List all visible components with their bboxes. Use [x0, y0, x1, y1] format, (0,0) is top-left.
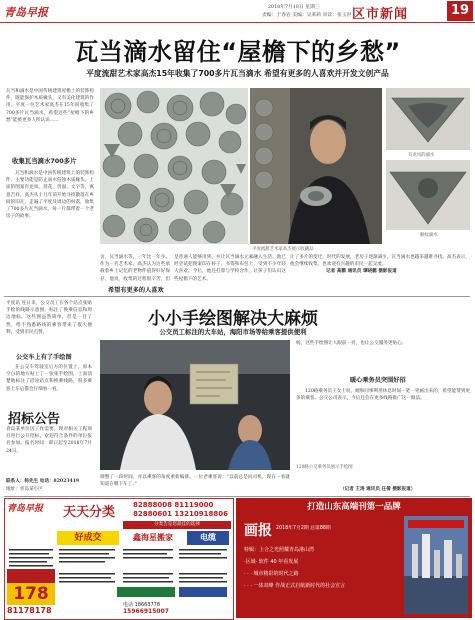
- bus-driver-photo: [100, 340, 290, 470]
- classified-logo: 青岛早报: [7, 504, 44, 514]
- magazine-cover: [404, 516, 468, 614]
- ad-divider: [4, 496, 470, 497]
- tender-body: 青岛某单位因工作需要，现对相关工程项目进行公开招标，欢迎符合条件的单位报名参加。报名时间：即日起至2018年7月24日。: [6, 427, 92, 454]
- classified-phone-ad-1: 电话 18663778: [123, 602, 161, 608]
- magazine-item-3: · · · 城市精彩的时代之路: [244, 571, 299, 577]
- collector-portrait-photo: [250, 88, 382, 244]
- page-number: 19: [447, 1, 473, 21]
- second-subhead: 公交员工标注的大车站，海阳市场等给乘客提供便利: [159, 328, 307, 336]
- staff-line: 责编：于春岩 美编：吴莱莉 审读：张玉洪: [262, 13, 352, 18]
- second-left-title: 公交车上有了手绘图: [16, 354, 72, 361]
- lead-subhead: 平度流甜艺术家高杰15年收集了700多片瓦当滴水 希望有更多的人喜欢并开发文创产品: [86, 69, 389, 78]
- caption-monkey-tile: 猴纹滴水: [420, 233, 438, 238]
- classified-big-number: 178: [7, 583, 55, 605]
- second-headline: 小小手绘图解决大麻烦: [148, 309, 318, 329]
- classified-phone-ad-2: 15966915007: [123, 608, 169, 615]
- tender-address: 地址：青岛某小区: [6, 487, 43, 492]
- tender-contact: 联系人：杨先生 电话：82023419: [6, 479, 80, 484]
- lead-credit: 记者 高鹏 通讯员 谭晓鹏 摄影报道: [326, 269, 397, 274]
- lead-section2-title: 希望有更多的人喜欢: [108, 287, 164, 294]
- section-name: 区市新闻: [352, 7, 409, 22]
- tender-title: 招标公告: [8, 412, 61, 427]
- classified-bottom-number: 81178178: [7, 606, 52, 615]
- magazine-item-1: 特辑：上合之光照耀青岛港山湾: [244, 547, 315, 553]
- lead-headline: 瓦当滴水留住“屋檐下的乡愁”: [74, 38, 401, 66]
- second-left-body: 平度讯 连日来，公交员工在各个站点张贴手绘的线路示意图，标注了换乘信息和周边地标。这些图虽然简单，但是一目了然，给不熟悉路线的乘客带来了很大便利，受到市民点赞。: [6, 301, 92, 335]
- magazine-item-4: · · · 一体双峰 作战正式启航新时代的社会宣言: [244, 583, 346, 589]
- magazine-banner: 打造山东高端刊第一品牌: [307, 502, 401, 512]
- magazine-date: 2018年7月2期 总第88期: [276, 526, 331, 531]
- lead-intro: 瓦当和滴水是中国传统建筑屋檐上的装饰构件，既能保护木质椽头，又有美化建筑的作用。平度一位艺术家高杰在15年间收集了700多片瓦当滴水，希望这些“屋檐下的乡愁”能被更多人所认识……: [6, 89, 94, 123]
- caption-dragon-tile: 有龙凤的滴水: [408, 153, 435, 158]
- magazine-item-2: ·区域· 软件 40 年看发展: [244, 559, 299, 565]
- second-left-body2: 在公交车驾驶室后方的位置上，原本空白的地方贴上了一张张手绘图，上面清楚地标注了沿途站点和换乘线路，很多乘客上车后都会仔细看一看。: [6, 365, 92, 392]
- lead-section1-title: 收集瓦当滴水700多片: [12, 157, 77, 165]
- lead-col3-body: 是普通人能够用到，并让瓦当滴水元素融入生活。他已经尝试把图案印在杯子、书签和布包上，受到不少年轻人喜欢。今后，他还打算与学校合作，让孩子们认识这些屋檐下的艺术。: [174, 255, 286, 282]
- second-right-title: 暖心乘务员突围好招: [350, 377, 406, 384]
- date-line: 2018年7月18日 星期三: [268, 5, 320, 10]
- lead-section1-body: 瓦当和滴水是中国传统建筑上的装饰构件，主要功能是防止雨水侵蚀木质椽头。上面的图案有龙凤、莲花、兽面、文字等，寓意吉祥。高杰从十几年前开始寻找散落在乡间的旧瓦，走遍了平度及周边的村落，收集了700多片瓦当滴水。每一片都带着一个老房子的故事。: [6, 171, 94, 220]
- second-mid-caption: 120路公交乘务员展示手绘图: [296, 465, 353, 470]
- classified-ad-block: [4, 498, 234, 620]
- second-mid-body: 调整了一段时间，并以乘客的角度重新编排。一位老乘客说：“以前总是问司机，现在一看就知道在哪下车了。”: [100, 475, 290, 488]
- dragon-phoenix-tile-photo: [386, 88, 470, 150]
- masthead: [0, 0, 475, 23]
- classified-title: 天天分类: [63, 505, 116, 520]
- classified-cat-1: 好成交: [57, 531, 119, 545]
- roof-tile-collage: [100, 88, 248, 244]
- second-credit: （记者 王涛 通讯员 任倩 摄影报道）: [340, 487, 416, 492]
- lead-col4-body: 让了多片的变迁，时代的发展，老房子逐渐减少，瓦当滴水也越来越难寻找。高杰表示，他会继续收集，也欢迎有兴趣的市民一起交流。: [290, 255, 470, 268]
- second-right-body: 杨，这些手绘图让人眼前一亮，也让公交服务更贴心。: [296, 341, 407, 346]
- lead-col2-body: 舍，瓦当滴水等，一年比一年少。作为一名艺术家，高杰认为这些承载着乡土记忆的老物件值得好好保存。他说，收集的过程很辛苦，但: [100, 255, 170, 282]
- classified-phone-2: 82880601 13210918806: [133, 510, 228, 518]
- classified-cat-3: 电缆: [187, 531, 229, 545]
- classified-phone-1: 82888008 81119000: [133, 501, 214, 509]
- section-divider: [4, 296, 470, 297]
- newspaper-logo: 青岛早报: [4, 6, 48, 19]
- classified-strip: 分类告是您最佳的选择: [123, 521, 231, 529]
- magazine-title: 画报: [244, 523, 272, 539]
- second-right-body2: 120路乘务员王女士说，她和同事利用休息时间一笔一笔画出来的，希望能帮到更多的乘客。公交公司表示，今后还会在更多线路推广这一做法。: [296, 389, 470, 402]
- classified-cat-2: 鑫海星搬家: [133, 533, 173, 542]
- monkey-tile-photo: [386, 160, 470, 230]
- magazine-ad-block: [236, 498, 472, 618]
- caption-main: 平度流甜艺术家高杰展示收藏品: [252, 247, 314, 252]
